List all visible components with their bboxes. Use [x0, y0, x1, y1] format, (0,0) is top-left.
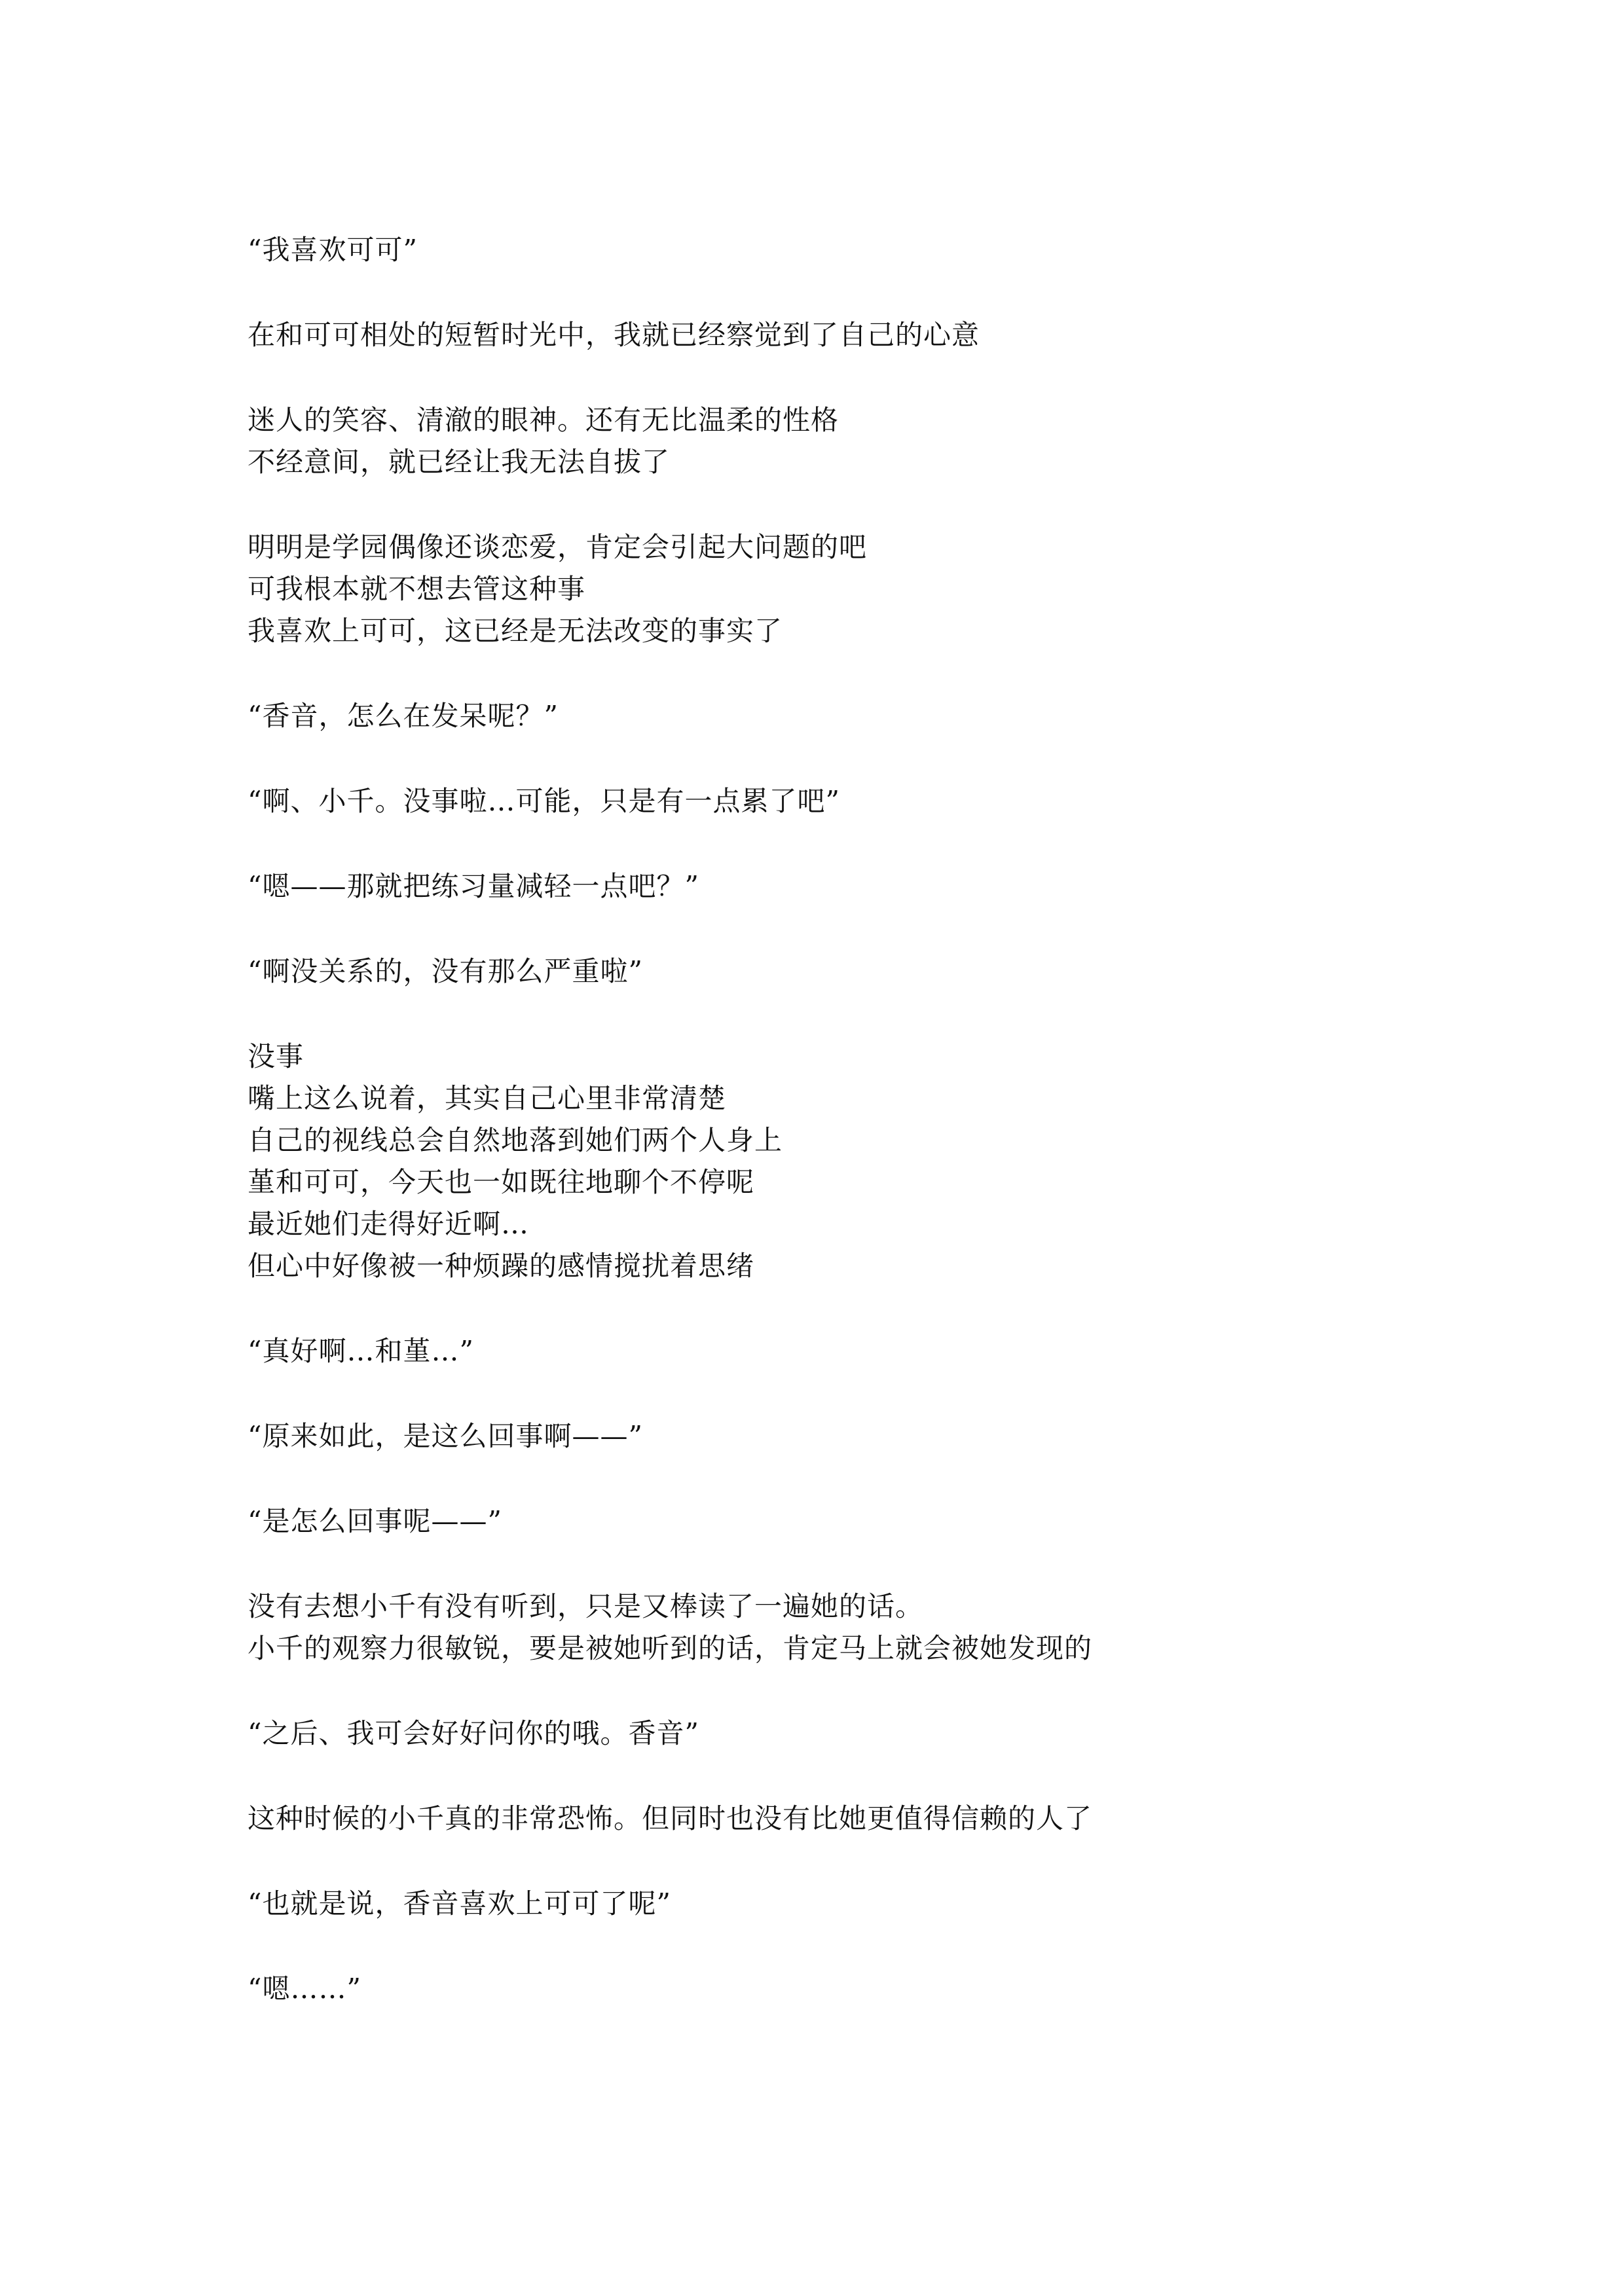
- blank-line: [248, 1372, 1557, 1415]
- text-line: “啊、小千。没事啦…可能，只是有一点累了吧”: [248, 785, 840, 817]
- text-line: 我喜欢上可可，这已经是无法改变的事实了: [248, 615, 783, 647]
- text-line: 嘴上这么说着，其实自己心里非常清楚: [248, 1082, 727, 1114]
- text-line: 但心中好像被一种烦躁的感情搅扰着思绪: [248, 1250, 755, 1282]
- blank-line: [248, 1840, 1557, 1883]
- text-line: “真好啊…和堇…”: [248, 1335, 474, 1367]
- text-line: 明明是学园偶像还谈恋爱，肯定会引起大问题的吧: [248, 531, 868, 563]
- text-line: “啊没关系的，没有那么严重啦”: [248, 955, 643, 987]
- text-line: 堇和可可，今天也一如既往地聊个不停呢: [248, 1166, 755, 1198]
- text-line: 小千的观察力很敏锐，要是被她听到的话，肯定马上就会被她发现的: [248, 1632, 1093, 1664]
- blank-line: [248, 822, 1557, 866]
- text-line: “香音，怎么在发呆呢？”: [248, 700, 559, 732]
- text-line: “我喜欢可可”: [248, 234, 418, 266]
- blank-line: [248, 1755, 1557, 1798]
- blank-line: [248, 483, 1557, 526]
- blank-line: [248, 737, 1557, 780]
- text-line: 可我根本就不想去管这种事: [248, 573, 586, 605]
- text-line: 这种时候的小千真的非常恐怖。但同时也没有比她更值得信赖的人了: [248, 1802, 1093, 1834]
- text-line: “之后、我可会好好问你的哦。香音”: [248, 1717, 699, 1749]
- blank-line: [248, 1542, 1557, 1586]
- text-line: 最近她们走得好近啊…: [248, 1208, 530, 1240]
- text-line: “也就是说，香音喜欢上可可了呢”: [248, 1887, 671, 1920]
- blank-line: [248, 652, 1557, 695]
- blank-line: [248, 1925, 1557, 1968]
- blank-line: [248, 271, 1557, 314]
- blank-line: [248, 993, 1557, 1036]
- text-line: 在和可可相处的短暂时光中，我就已经察觉到了自己的心意: [248, 319, 980, 351]
- blank-line: [248, 1669, 1557, 1713]
- blank-line: [248, 356, 1557, 399]
- blank-line: [248, 1457, 1557, 1501]
- text-line: “原来如此，是这么回事啊——”: [248, 1420, 643, 1452]
- body-text: [248, 229, 1557, 2010]
- text-line: “嗯——那就把练习量减轻一点吧？”: [248, 870, 699, 902]
- text-line: 没事: [248, 1040, 304, 1072]
- blank-line: [248, 907, 1557, 951]
- text-line: 没有去想小千有没有听到，只是又棒读了一遍她的话。: [248, 1590, 924, 1622]
- text-line: 不经意间，就已经让我无法自拔了: [248, 446, 671, 478]
- text-line: “嗯……”: [248, 1973, 361, 2005]
- blank-line: [248, 1287, 1557, 1330]
- text-line: 自己的视线总会自然地落到她们两个人身上: [248, 1124, 783, 1156]
- text-line: “是怎么回事呢——”: [248, 1505, 502, 1537]
- text-line: 迷人的笑容、清澈的眼神。还有无比温柔的性格: [248, 404, 840, 436]
